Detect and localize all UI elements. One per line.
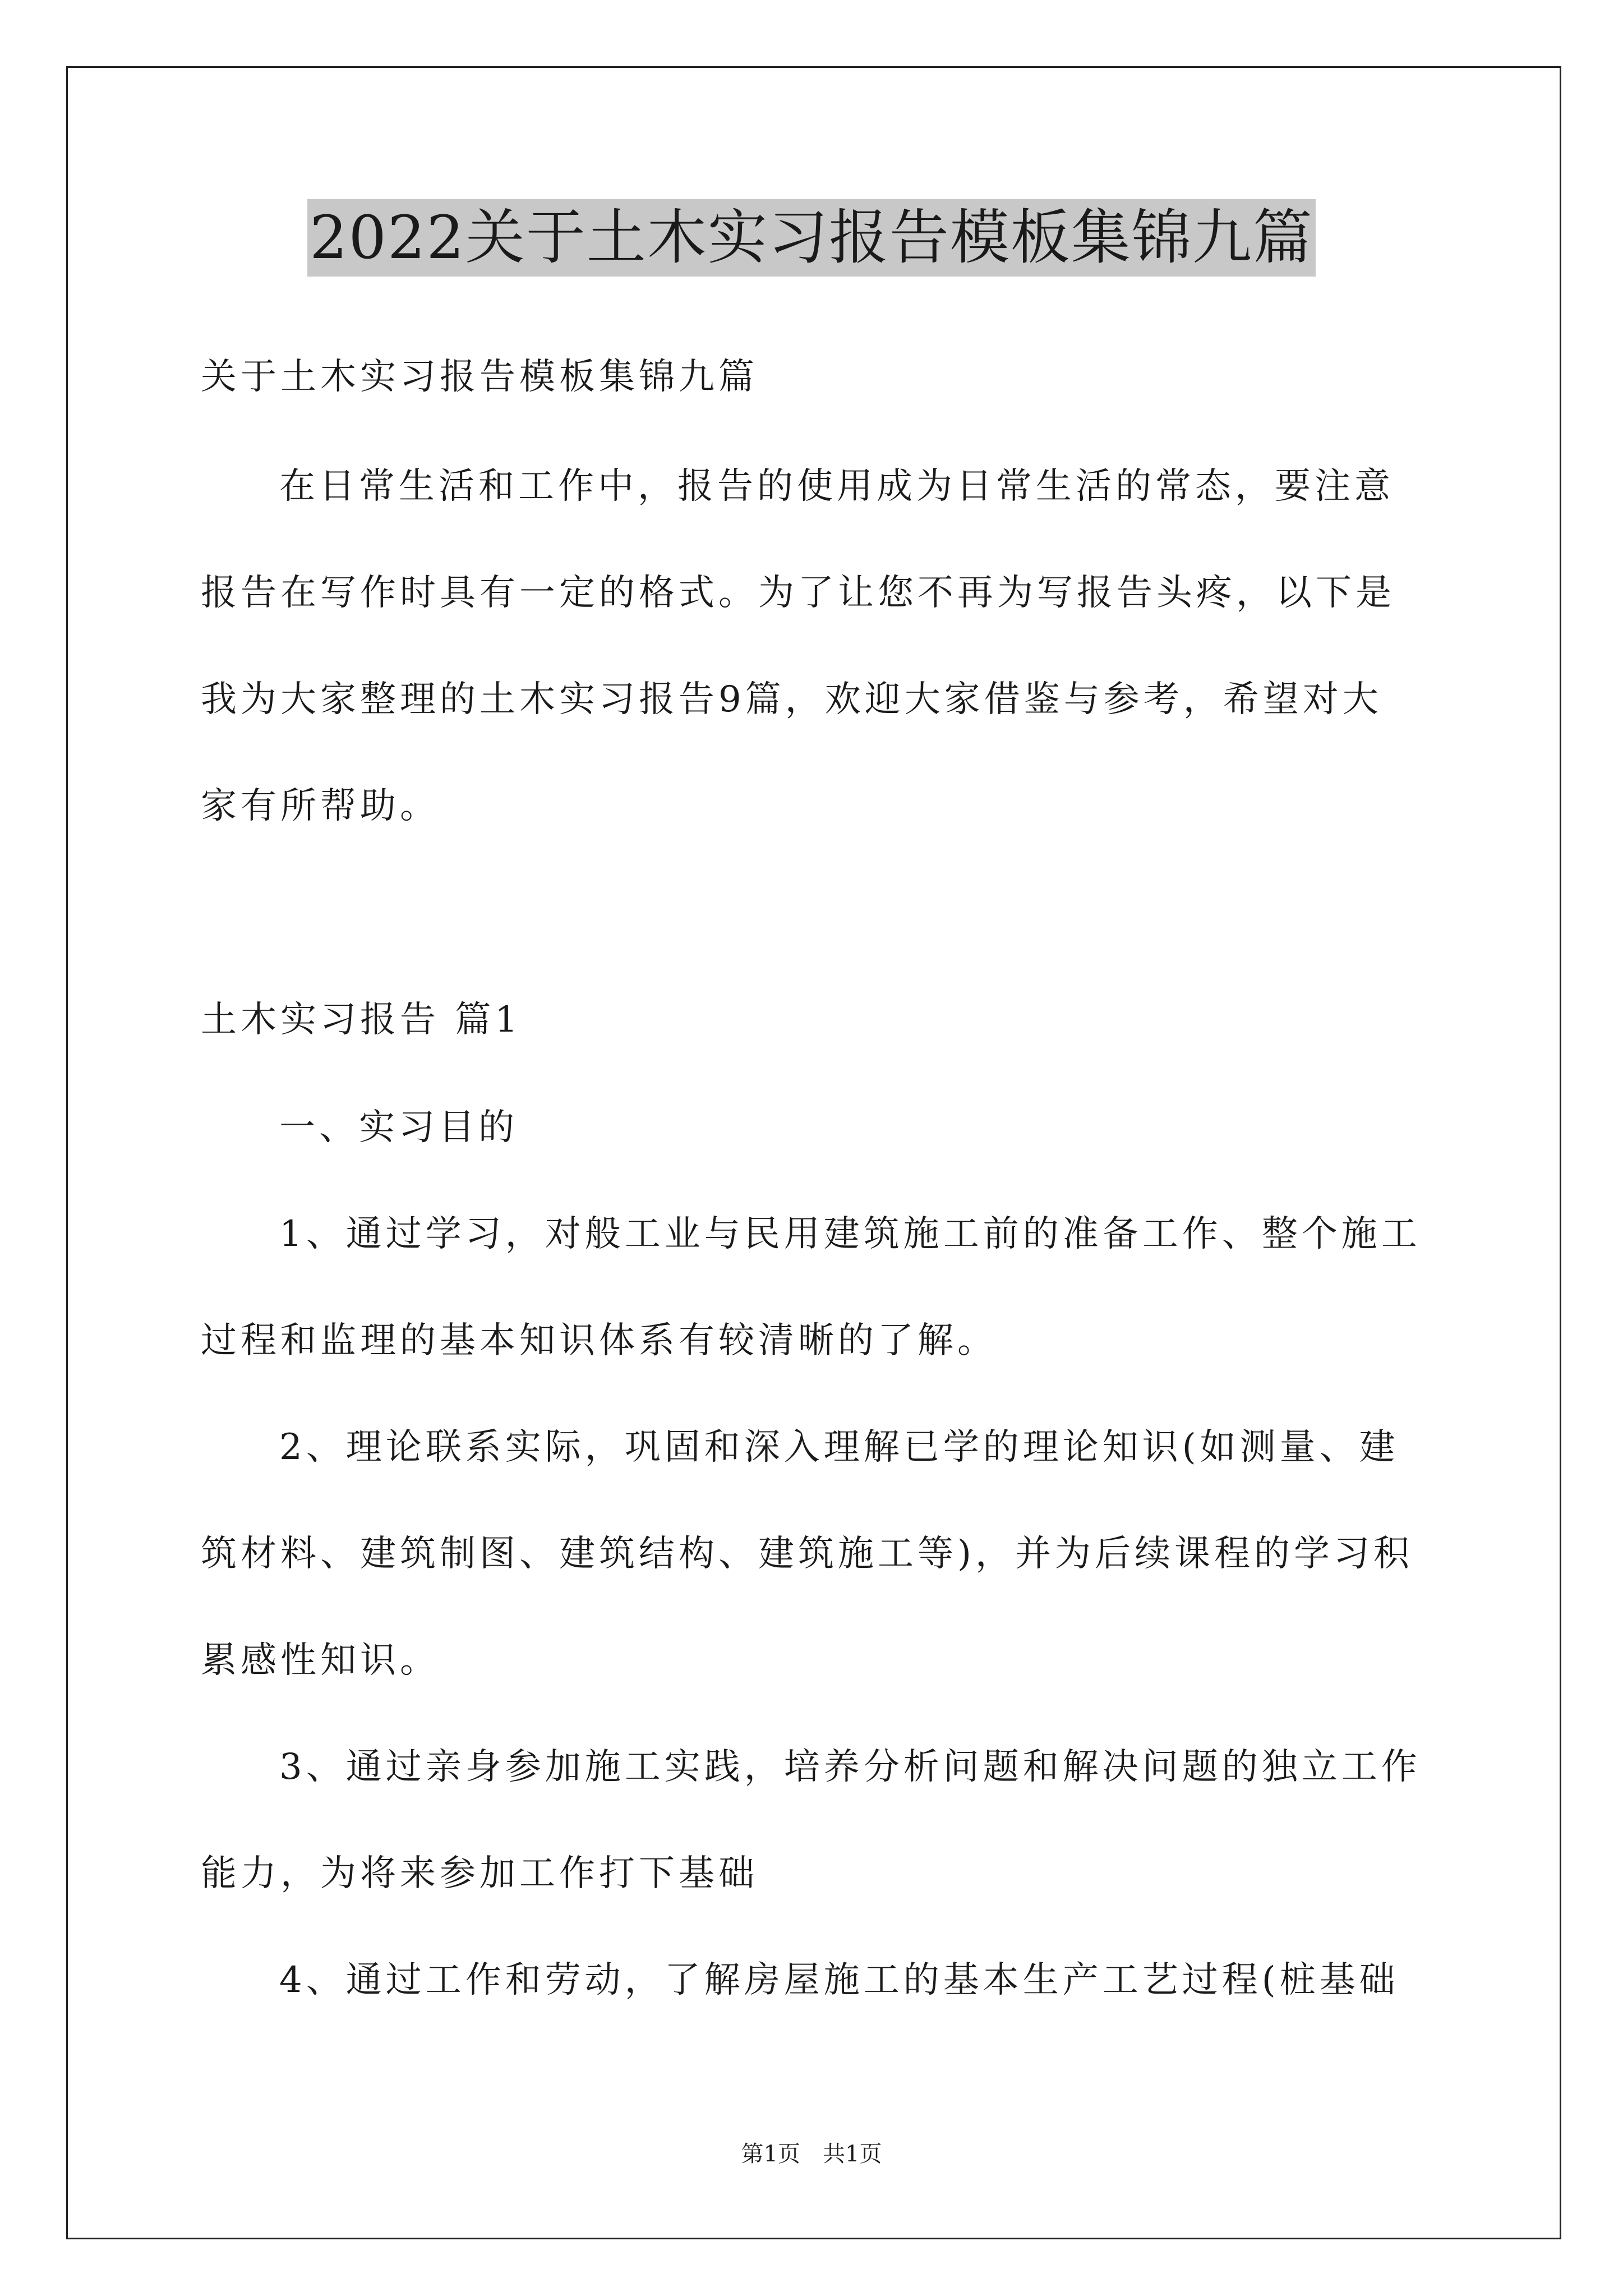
paragraph-line: 报告在写作时具有一定的格式。为了让您不再为写报告头疼，以下是 bbox=[201, 572, 1395, 614]
paragraph-line: 筑材料、建筑制图、建筑结构、建筑施工等)，并为后续课程的学习积 bbox=[201, 1533, 1413, 1575]
paragraph-line: 4、通过工作和劳动，了解房屋施工的基本生产工艺过程(桩基础 bbox=[279, 1959, 1399, 2001]
section-heading: 土木实习报告 篇1 bbox=[201, 999, 522, 1041]
paragraph-line: 2、理论联系实际，巩固和深入理解已学的理论知识(如测量、建 bbox=[279, 1427, 1399, 1468]
paragraph-line: 过程和监理的基本知识体系有较清晰的了解。 bbox=[201, 1320, 997, 1361]
paragraph-line: 3、通过亲身参加施工实践，培养分析问题和解决问题的独立工作 bbox=[279, 1746, 1421, 1788]
paragraph-line: 能力，为将来参加工作打下基础 bbox=[201, 1853, 758, 1894]
paragraph-line: 家有所帮助。 bbox=[201, 785, 440, 827]
paragraph-line: 1、通过学习，对般工业与民用建筑施工前的准备工作、整个施工 bbox=[279, 1213, 1421, 1255]
paragraph-line: 在日常生活和工作中，报告的使用成为日常生活的常态，要注意 bbox=[279, 466, 1394, 507]
page-footer: 第1页 共1页 bbox=[741, 2141, 882, 2167]
document-title: 2022关于土木实习报告模板集锦九篇 bbox=[307, 199, 1316, 277]
paragraph-line: 我为大家整理的土木实习报告9篇，欢迎大家借鉴与参考，希望对大 bbox=[201, 679, 1382, 720]
paragraph-line: 累感性知识。 bbox=[201, 1640, 440, 1681]
subtitle-line: 关于土木实习报告模板集锦九篇 bbox=[201, 356, 758, 398]
subsection-heading: 一、实习目的 bbox=[279, 1107, 518, 1148]
